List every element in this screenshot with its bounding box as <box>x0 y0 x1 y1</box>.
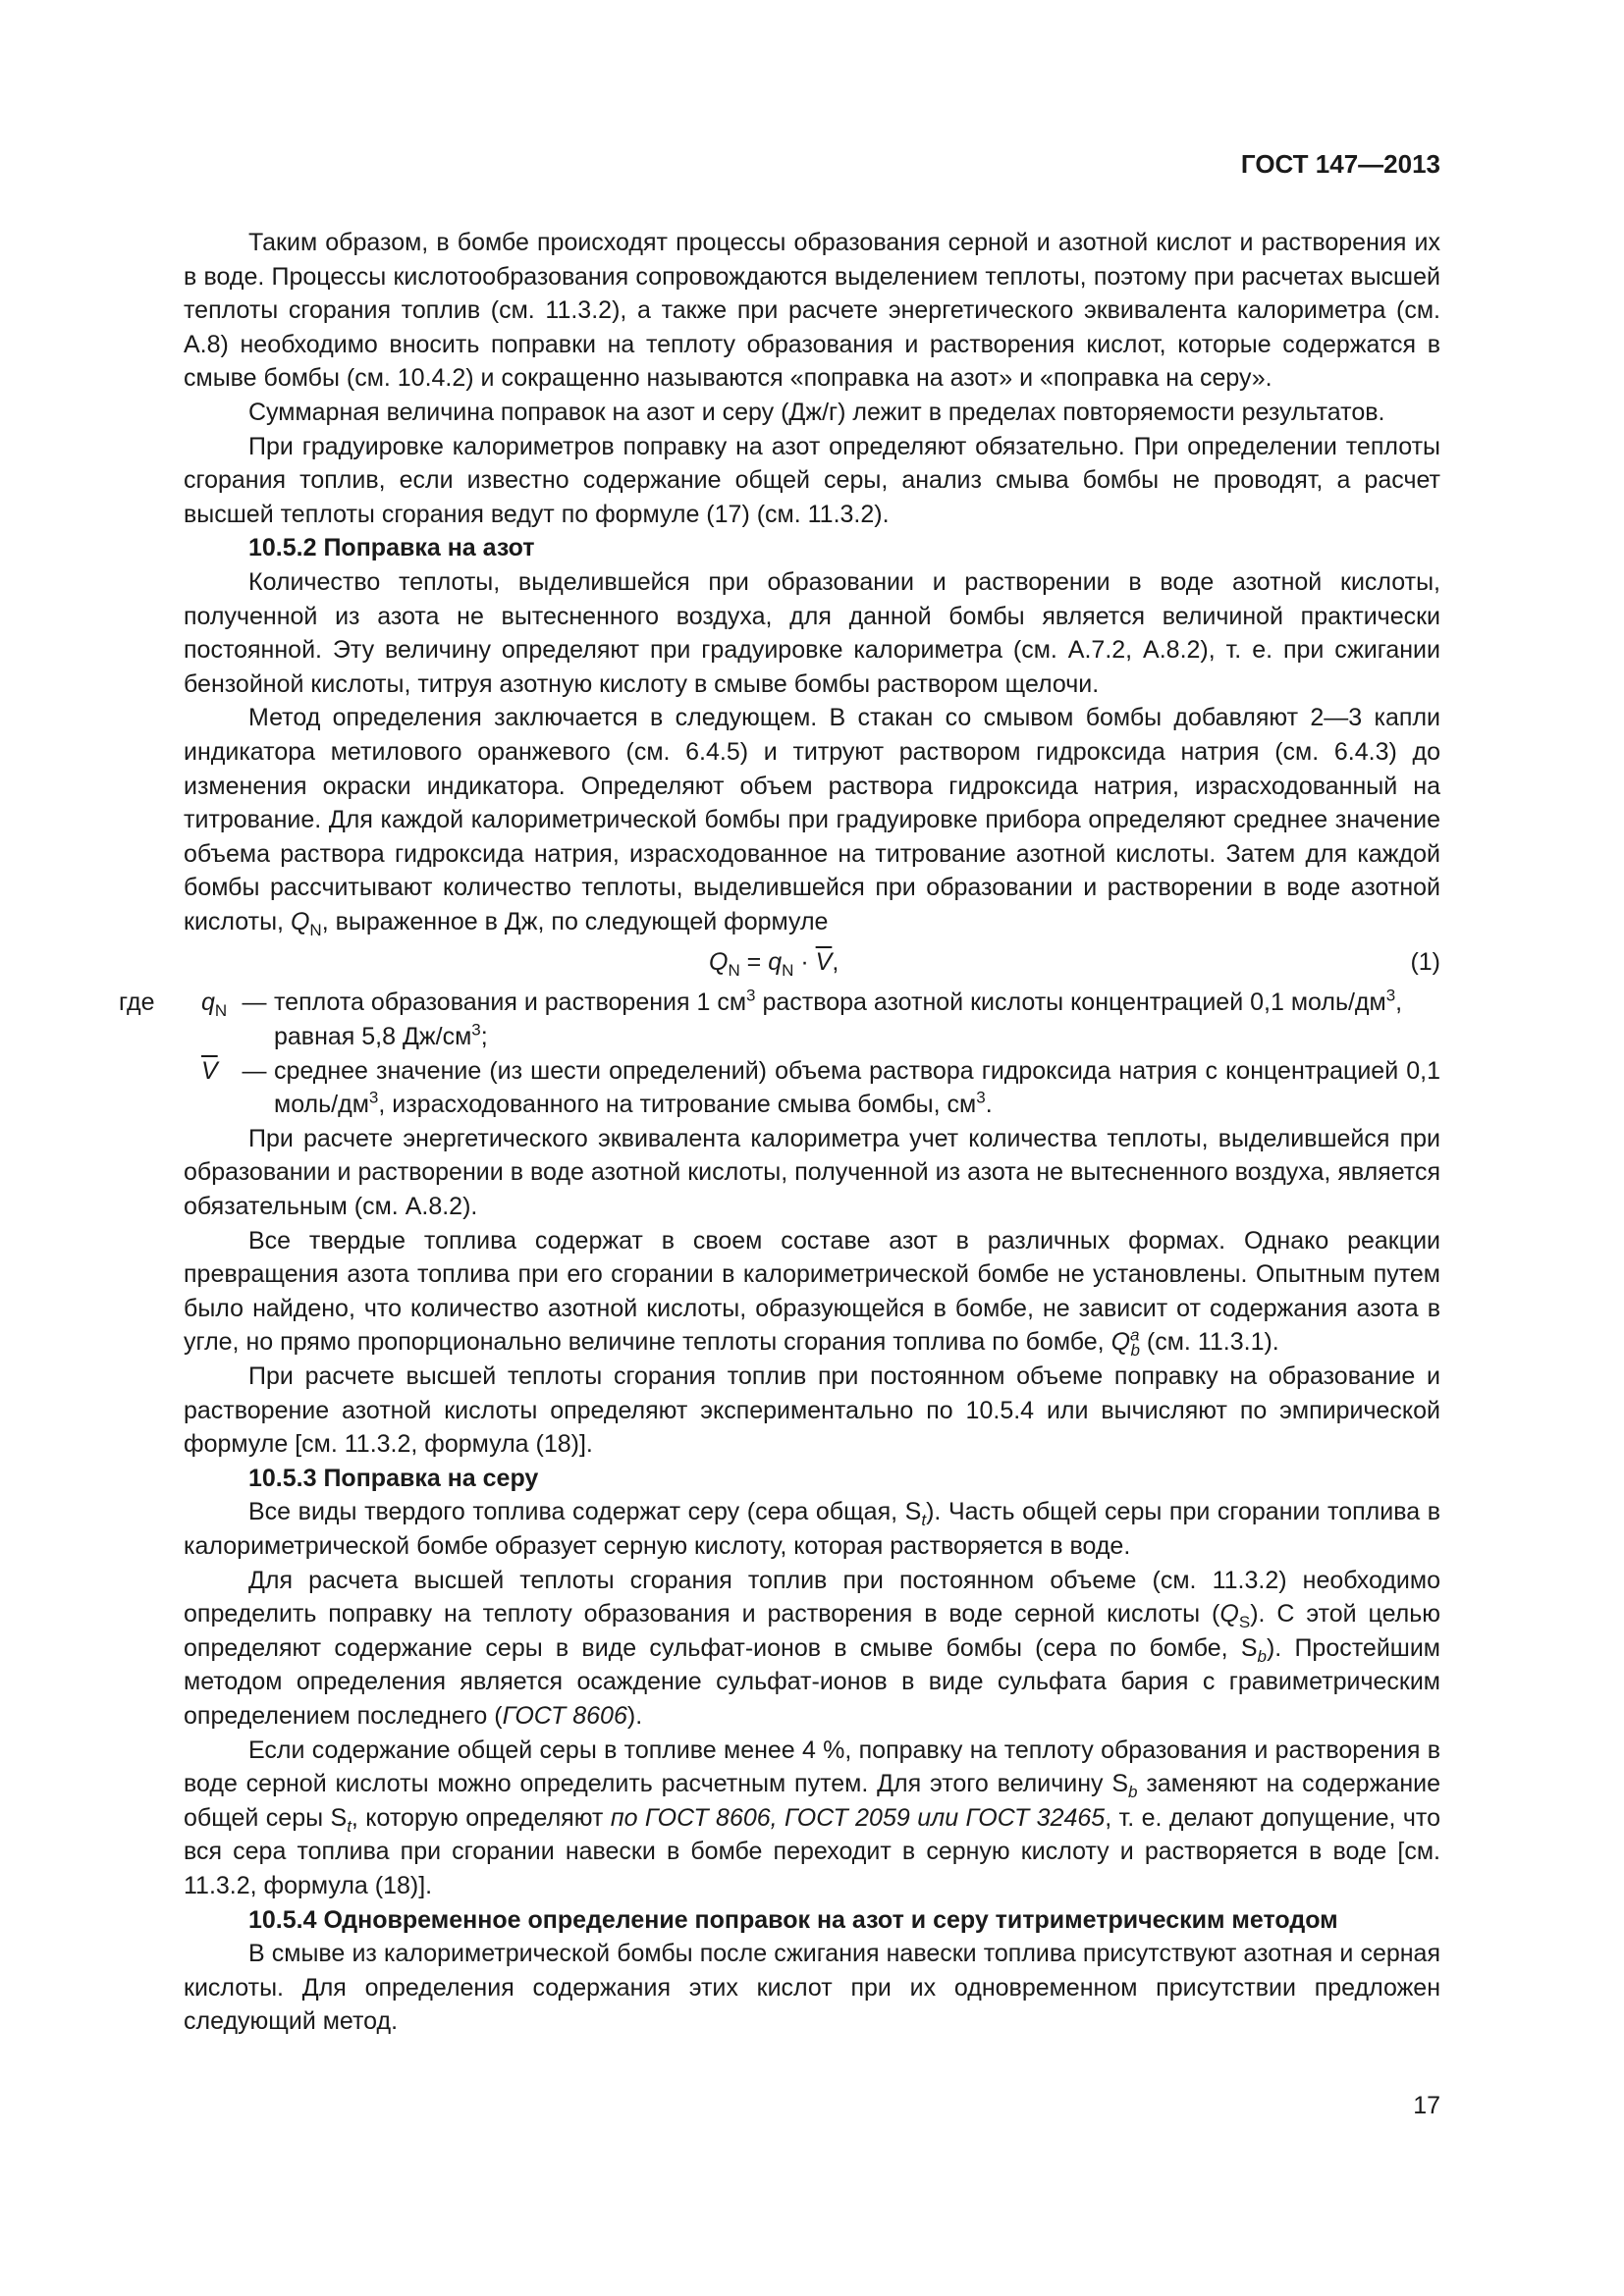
formula-number: (1) <box>1410 948 1440 977</box>
document-body <box>119 226 1441 2039</box>
paragraph: При расчете высшей теплоты сгорания топлив при постоянном объеме поправку на образование и растворение азотной кислоты определяют экспериментально по 10.5.4 или вычисляют по эмпирической формуле [см. 11.3.2, формула (18)]. <box>184 1362 1440 1459</box>
definition-q-n: где $q_N$ — теплота образования и растворения 1 $см^3$ раствора азотной кислоты концентрацией 0,1 моль/$дм^3$, равная 5,8 $Дж/см^3$; <box>119 987 1403 1051</box>
paragraph: Количество теплоты, выделившейся при образовании и растворении в воде азотной кислоты, полученной из азота не вытесненного воздуха, для данной бомбы является величиной практически постоянной. Эту величину определяют при градуировке калориметра (см. А.7.2, А.8.2), т. е. при сжигании бензойной кислоты, титруя азотную кислоту в смыве бомбы раствором щелочи. <box>184 567 1440 698</box>
paragraph: Все твердые топлива содержат в своем составе азот в различных формах. Однако реакции превращения азота топлива при его сгорании в калориметрической бомбе не установлены. Опытным путем было найдено, что количество азотной кислоты, образующейся в бомбе, не зависит от содержания азота в угле, но прямо пропорционально величине теплоты сгорания топлива по бомбе, $Q^a_b$ (см. 11.3.1). <box>184 1226 1440 1361</box>
definition-v-bar: $\overline{V}$ — среднее значение (из шести определений) объема раствора гидроксида натрия с концентрацией 0,1 моль/$дм^3$, израсходованного на титрование смыва бомбы, $см^3$. <box>201 1056 1440 1119</box>
paragraph: При расчете энергетического эквивалента калориметра учет количества теплоты, выделившейся при образовании и растворении в воде азотной кислоты, полученной из азота не вытесненного воздуха, является обязательным (см. А.8.2). <box>184 1124 1440 1221</box>
paragraph: Таким образом, в бомбе происходят процессы образования серной и азотной кислот и растворения их в воде. Процессы кислотообразования сопровождаются выделением теплоты, поэтому при расчетах высшей теплоты сгорания топлив (см. 11.3.2), а также при расчете энергетического эквивалента калориметра (см. А.8) необходимо вносить поправки на теплоту образования и растворения кислот, которые содержатся в смыве бомбы (см. 10.4.2) и сокращенно называются «поправка на азот» и «поправка на серу». <box>184 229 1440 393</box>
formula-expression: $Q_N = q_N \cdot \overline{V}$, <box>709 948 839 981</box>
section-heading-10-5-3: 10.5.3 Поправка на серу <box>248 1464 539 1492</box>
section-heading-10-5-4: 10.5.4 Одновременное определение поправок на азот и серу титриметрическим методом <box>248 1905 1338 1934</box>
page-number: 17 <box>1413 2092 1440 2119</box>
section-heading-10-5-2: 10.5.2 Поправка на азот <box>248 534 535 562</box>
paragraph: Если содержание общей серы в топливе менее 4 %, поправку на теплоту образования и растворения в воде серной кислоты можно определить расчетным путем. Для этого величину $S_b$ заменяют на содержание общей серы $S_t$, которую определяют по ГОСТ 8606, ГОСТ 2059 или ГОСТ 32465, т. е. делают допущение, что вся сера топлива при сгорании навески в бомбе переходит в серную кислоту и растворяется в воде [см. 11.3.2, формула (18)]. <box>184 1735 1440 1899</box>
formula-1 <box>184 938 1440 986</box>
paragraph: Суммарная величина поправок на азот и серу (Дж/г) лежит в пределах повторяемости результатов. <box>248 398 1385 426</box>
paragraph: При градуировке калориметров поправку на азот определяют обязательно. При определении теплоты сгорания топлив, если известно содержание общей серы, анализ смыва бомбы не проводят, а расчет высшей теплоты сгорания ведут по формуле (17) (см. 11.3.2). <box>184 432 1440 528</box>
paragraph: Все виды твердого топлива содержат серу (сера общая, $S_t$). Часть общей серы при сгорании топлива в калориметрической бомбе образует серную кислоту, которая растворяется в воде. <box>184 1498 1440 1560</box>
paragraph: В смыве из калориметрической бомбы после сжигания навески топлива присутствуют азотная и серная кислоты. Для определения содержания этих кислот при их одновременном присутствии предложен следующий метод. <box>184 1940 1440 2036</box>
paragraph: Для расчета высшей теплоты сгорания топлив при постоянном объеме (см. 11.3.2) необходимо определить поправку на теплоту образования и растворения в воде серной кислоты $(Q_S)$. С этой целью определяют содержание серы в виде сульфат-ионов в смыве бомбы (сера по бомбе, $S_b$). Простейшим методом определения является осаждение сульфат-ионов в виде сульфата бария с гравиметрическим определением последнего (ГОСТ 8606). <box>184 1566 1441 1730</box>
standard-header: ГОСТ 147—2013 <box>1240 149 1440 179</box>
paragraph: Метод определения заключается в следующем. В стакан со смывом бомбы добавляют 2—3 капли индикатора метилового оранжевого (см. 6.4.5) и титруют раствором гидроксида натрия (см. 6.4.3) до изменения окраски индикатора. Определяют объем раствора гидроксида натрия, израсходованный на титрование. Для каждой калориметрической бомбы при градуировке прибора определяют среднее значение объема раствора гидроксида натрия, израсходованное на титрование азотной кислоты. Затем для каждой бомбы рассчитывают количество теплоты, выделившейся при образовании и растворении в воде азотной кислоты, $Q_N$, выраженное в Дж, по следующей формуле <box>184 704 1440 939</box>
